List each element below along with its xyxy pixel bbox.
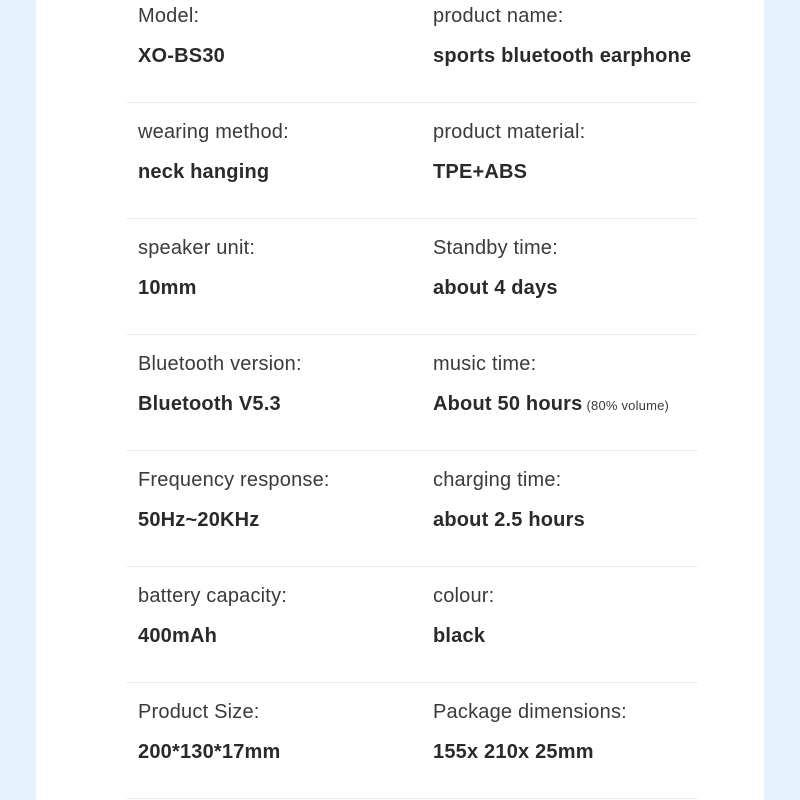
spec-value: 200*130*17mm [138,741,281,763]
spec-label: music time: [433,353,537,375]
spec-cell-package-dimensions [433,683,715,798]
spec-cell-product-material [433,103,715,218]
spec-value: black [433,625,486,647]
spec-cell-music-time [433,335,715,450]
spec-label: wearing method: [138,121,289,143]
spec-value: 10mm [138,277,197,299]
spec-cell-product-name [433,0,715,102]
spec-label: battery capacity: [138,585,288,607]
spec-value: about 2.5 hours [433,509,585,531]
spec-cell-speaker-unit [138,219,418,334]
spec-label: Package dimensions: [433,701,627,723]
spec-label: product material: [433,121,586,143]
right-side-band [764,0,800,800]
spec-value: Bluetooth V5.3 [138,393,281,415]
spec-value: neck hanging [138,161,270,183]
left-side-band [0,0,36,800]
spec-value: about 4 days [433,277,558,299]
spec-value: 400mAh [138,625,218,647]
spec-label: Model: [138,5,200,27]
spec-cell-battery-capacity [138,567,418,682]
spec-value: sports bluetooth earphone [433,45,692,67]
spec-value [433,393,669,416]
spec-cell-wearing-method [138,103,418,218]
spec-row-product-size [126,683,698,799]
spec-cell-standby-time [433,219,715,334]
spec-row-wearing-method [126,103,698,219]
music-time-value: About 50 hours [433,393,583,415]
spec-cell-bluetooth-version [138,335,418,450]
spec-row-battery-capacity [126,567,698,683]
spec-row-bluetooth-version [126,335,698,451]
spec-value: 155x 210x 25mm [433,741,594,763]
spec-value: XO-BS30 [138,45,225,67]
spec-label: product name: [433,5,564,27]
spec-value: TPE+ABS [433,161,528,183]
spec-label: colour: [433,585,495,607]
spec-value: 50Hz~20KHz [138,509,260,531]
spec-cell-frequency-response [138,451,418,566]
spec-label: Standby time: [433,237,558,259]
spec-cell-model [138,0,418,102]
spec-row-model [126,0,698,103]
spec-label: Bluetooth version: [138,353,302,375]
spec-label: Frequency response: [138,469,330,491]
spec-cell-product-size [138,683,418,798]
spec-row-frequency-response [126,451,698,567]
spec-row-speaker-unit [126,219,698,335]
music-time-note: (80% volume) [586,398,670,413]
spec-cell-charging-time [433,451,715,566]
spec-cell-colour [433,567,715,682]
spec-label: speaker unit: [138,237,256,259]
spec-label: Product Size: [138,701,260,723]
spec-label: charging time: [433,469,562,491]
